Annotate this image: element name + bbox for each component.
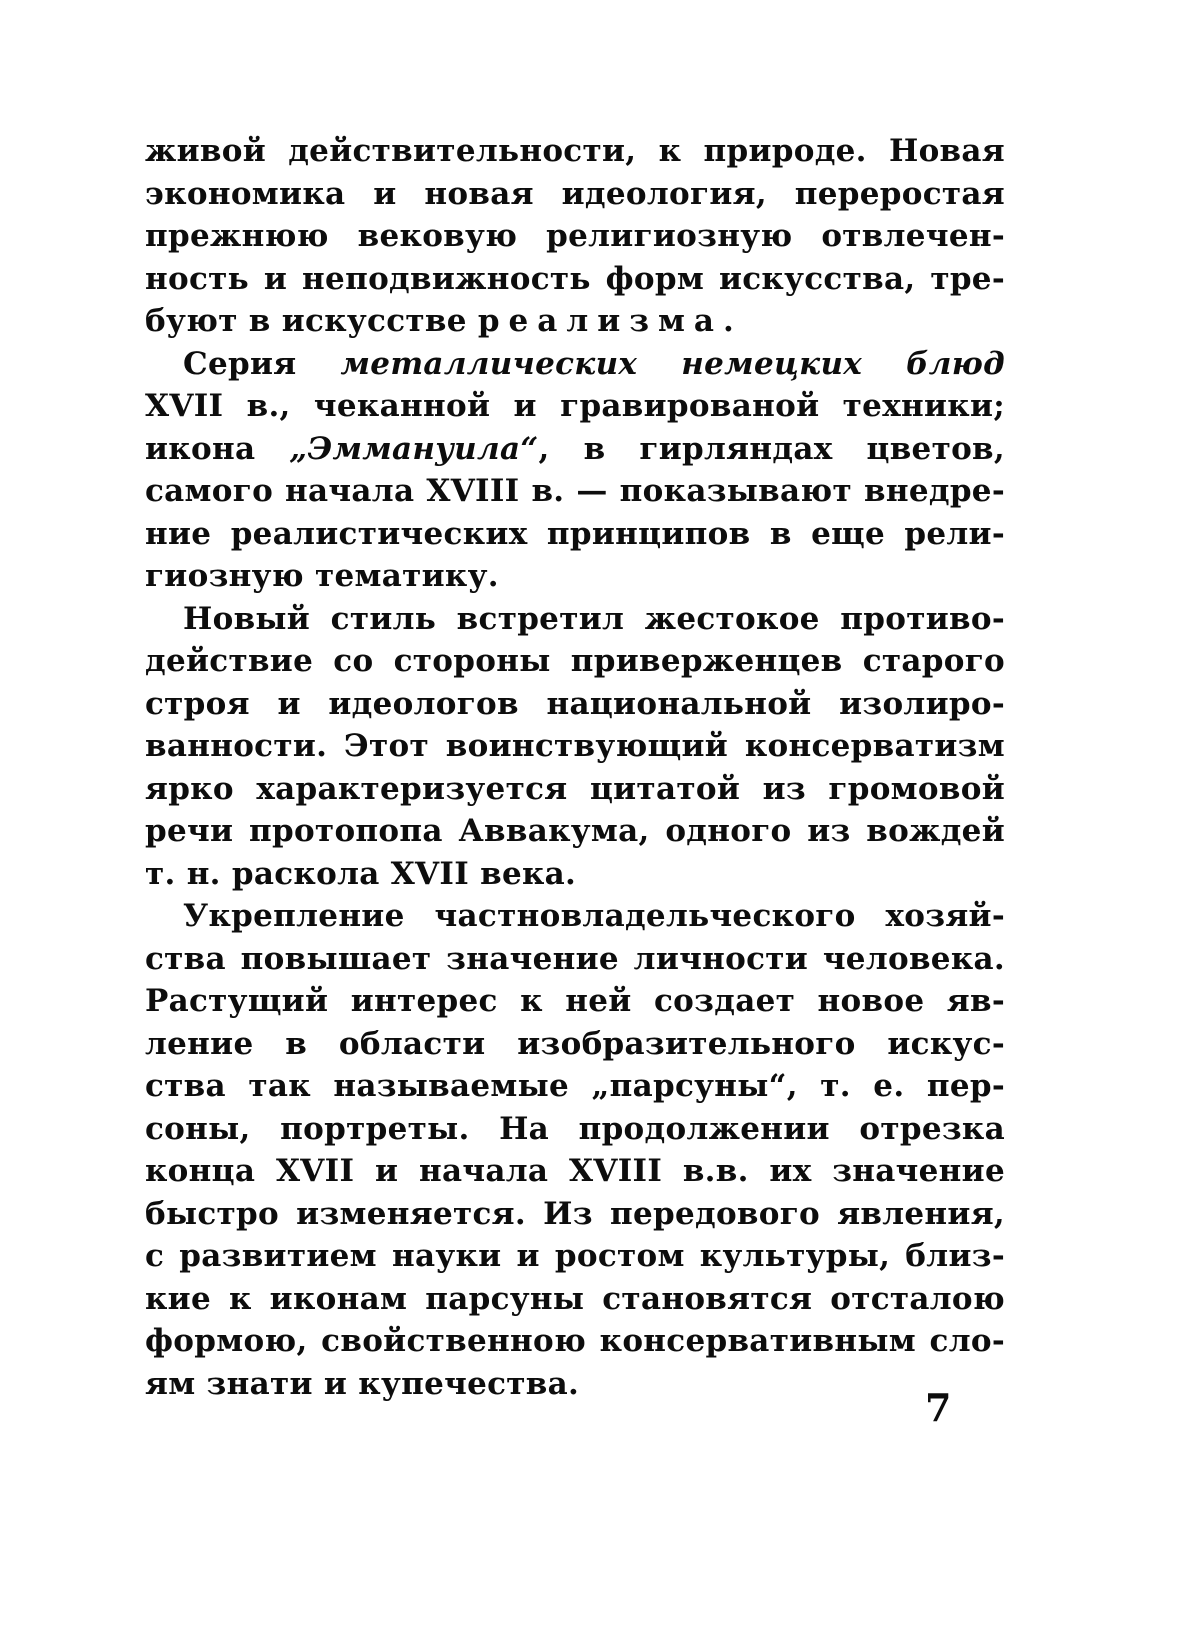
- text-fragment: Серия: [183, 345, 341, 382]
- text-line: прежнюю вековую религиозную отвлечен-: [145, 218, 1005, 254]
- text-line: строя и идеологов национальной изолиро-: [145, 685, 1005, 722]
- text-line: ние реалистических принципов в еще рели-: [145, 515, 1005, 552]
- text-line: гиозную тематику.: [145, 558, 499, 594]
- text-line: Растущий интерес к ней создает новое яв-: [145, 983, 1005, 1019]
- text-line: быстро изменяется. Из передового явления,: [145, 1195, 1005, 1232]
- text-line: [145, 428, 1005, 471]
- text-fragment: буют в искусстве: [145, 303, 478, 339]
- spaced-word: реализма.: [477, 303, 743, 339]
- text-line: экономика и новая идеология, переростая: [145, 175, 1005, 212]
- text-line: [145, 300, 1005, 343]
- text-line: ярко характеризуется цитатой из громовой: [145, 770, 1005, 807]
- text-line: Укрепление частновладельческого хозяй-: [183, 898, 1005, 934]
- text-line: [145, 343, 1005, 386]
- text-line: ства так называемые „парсуны“, т. е. пер-: [145, 1068, 1005, 1104]
- text-line: Новый стиль встретил жестокое противо-: [183, 600, 1005, 637]
- text-line: ванности. Этот воинствующий консерватизм: [145, 728, 1005, 764]
- text-line: действие со стороны приверженцев старого: [145, 643, 1005, 679]
- text-fragment: икона: [145, 430, 290, 467]
- page-number: 7: [925, 1385, 952, 1430]
- italic-phrase: металлических немецких блюд: [340, 345, 1005, 382]
- text-line: самого начала XVIII в. — показывают внедре-: [145, 473, 1005, 509]
- text-line: конца XVII и начала XVIII в.в. их значение: [145, 1153, 1005, 1189]
- body-text: [145, 130, 1005, 1405]
- text-line: ление в области изобразительного искус-: [145, 1025, 1005, 1062]
- text-line: формою, свойственною консервативным сло-: [145, 1323, 1005, 1359]
- text-line: соны, портреты. На продолжении отрезка: [145, 1110, 1005, 1147]
- text-line: живой действительности, к природе. Новая: [145, 133, 1005, 169]
- text-line: кие к иконам парсуны становятся отсталою: [145, 1280, 1005, 1317]
- text-line: речи протопопа Аввакума, одного из вождей: [145, 813, 1005, 849]
- text-line: XVII в., чеканной и гравированой техники;: [145, 388, 1005, 424]
- text-line: ность и неподвижность форм искусства, тре-: [145, 260, 1005, 297]
- text-fragment: , в гирляндах цветов,: [538, 430, 1005, 467]
- text-line: ства повышает значение личности человека.: [145, 940, 1005, 977]
- italic-phrase: „Эммануила“: [289, 430, 539, 467]
- text-line: ям знати и купечества.: [145, 1365, 580, 1402]
- text-line: с развитием науки и ростом культуры, близ-: [145, 1238, 1005, 1274]
- text-line: т. н. раскола XVII века.: [145, 855, 577, 892]
